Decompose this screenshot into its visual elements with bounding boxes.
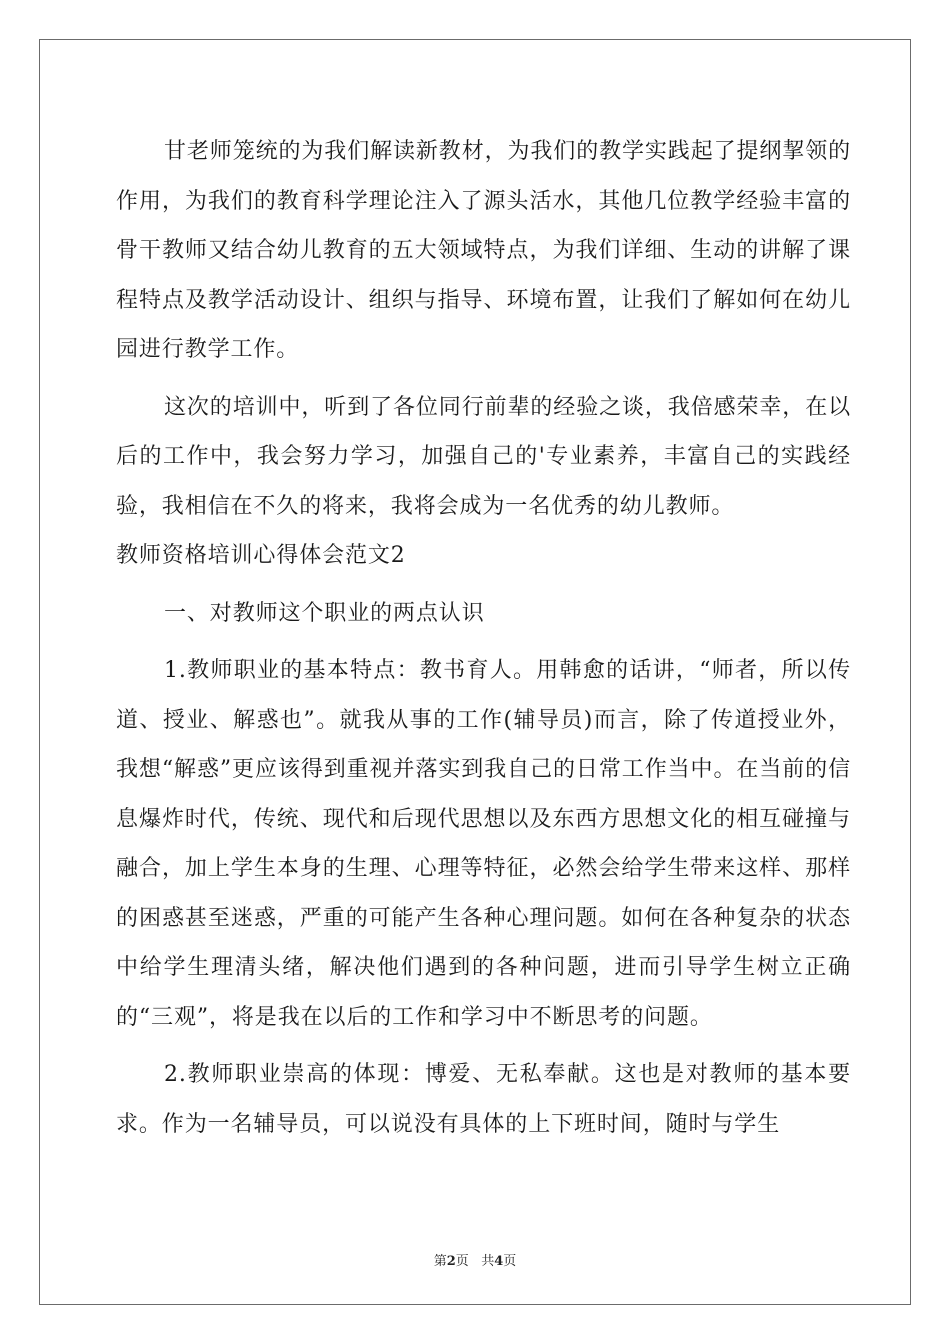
total-pages: 4 <box>494 1254 504 1269</box>
paragraph-3: 1.教师职业的基本特点：教书育人。用韩愈的话讲，“师者，所以传道、授业、解惑也”。就我从事的工作(辅导员)而言，除了传道授业外，我想“解惑”更应该得到重视并落实到我自己的日常工作当中。在当前的信息爆炸时代，传统、现代和后现代思想以及东西方思想文化的相互碰撞与融合，加上学生本身的生理、心理等特征，必然会给学生带来这样、那样的困惑甚至迷惑，严重的可能产生各种心理问题。如何在各种复杂的状态中给学生理清头绪，解决他们遇到的各种问题，进而引导学生树立正确的“三观”，将是我在以后的工作和学习中不断思考的问题。 <box>116 658 851 1030</box>
paragraph-1: 甘老师笼统的为我们解读新教材，为我们的教学实践起了提纲挈领的作用，为我们的教育科学理论注入了源头活水，其他几位教学经验丰富的骨干教师又结合幼儿教育的五大领域特点，为我们详细、生动的讲解了课程特点及教学活动设计、组织与指导、环境布置，让我们了解如何在幼儿园进行教学工作。 <box>116 139 852 362</box>
total-prefix: 共 <box>481 1254 495 1269</box>
page-number: 2 <box>446 1254 456 1269</box>
paragraph-4: 2.教师职业崇高的体现：博爱、无私奉献。这也是对教师的基本要求。作为一名辅导员，可以说没有具体的上下班时间，随时与学生 <box>116 1062 851 1137</box>
page-suffix: 页 <box>455 1254 469 1269</box>
total-suffix: 页 <box>503 1254 517 1269</box>
page-footer <box>0 1250 950 1269</box>
document-body <box>116 127 851 1149</box>
section-title: 教师资格培训心得体会范文2 <box>116 543 406 568</box>
paragraph-2: 这次的培训中，听到了各位同行前辈的经验之谈，我倍感荣幸，在以后的工作中，我会努力学习，加强自己的'专业素养，丰富自己的实践经验，我相信在不久的将来，我将会成为一名优秀的幼儿教师。 <box>116 394 852 519</box>
page-prefix: 第 <box>433 1254 447 1269</box>
subheading-1: 一、对教师这个职业的两点认识 <box>164 600 485 626</box>
